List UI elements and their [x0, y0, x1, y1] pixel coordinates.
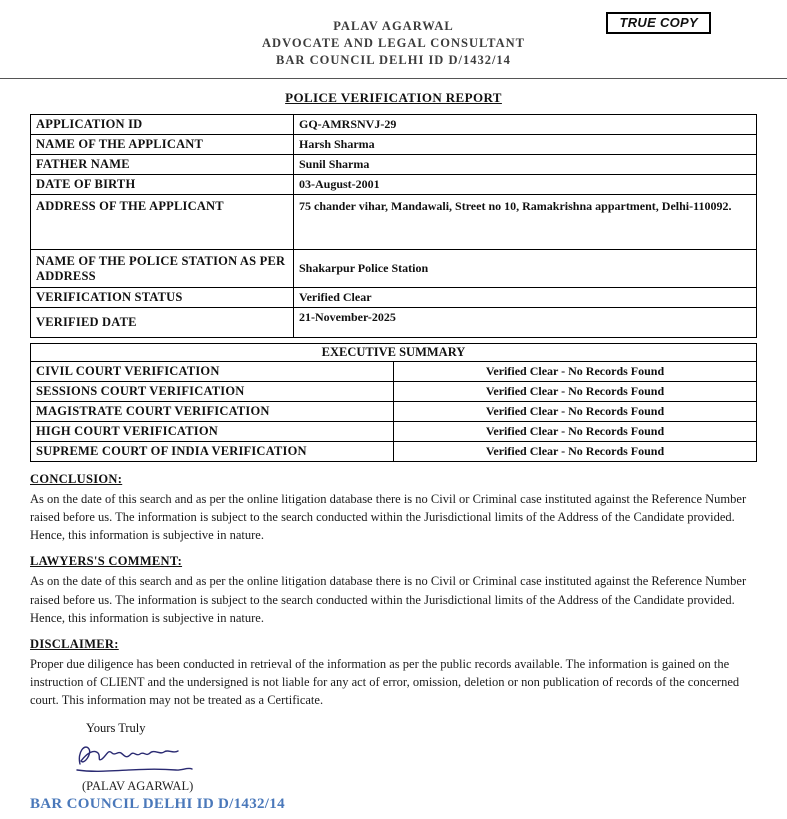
detail-label: FATHER NAME [31, 155, 294, 175]
disclaimer-heading: DISCLAIMER: [30, 636, 119, 651]
conclusion-section [30, 472, 757, 544]
detail-value: 03-August-2001 [294, 175, 757, 195]
lawyers-comment-section [30, 554, 757, 626]
lawyers-comment-text: As on the date of this search and as per the online litigation database there is no Civil or Criminal case instituted against the Reference Number raised before us. The information is subject to the search conducted within the Jurisdictional limits of the Address of the Candidate provided. Hence, this information is subjective in nature. [30, 574, 747, 625]
report-title-text: POLICE VERIFICATION REPORT [285, 90, 502, 105]
executive-summary-table [30, 343, 757, 462]
table-row [31, 115, 757, 135]
table-row [31, 362, 757, 382]
executive-summary-title: EXECUTIVE SUMMARY [31, 344, 757, 362]
handwritten-signature [72, 738, 200, 778]
detail-value: 75 chander vihar, Mandawali, Street no 10, Ramakrishna appartment, Delhi-110092. [294, 195, 757, 250]
detail-value: 21-November-2025 [294, 308, 757, 338]
signatory-name: (PALAV AGARWAL) [82, 779, 194, 794]
report-body [0, 90, 787, 813]
letterhead [0, 0, 787, 69]
table-row [31, 175, 757, 195]
summary-value: Verified Clear - No Records Found [394, 362, 757, 382]
table-row [31, 288, 757, 308]
detail-label: ADDRESS OF THE APPLICANT [31, 195, 294, 250]
true-copy-label: TRUE COPY [619, 15, 698, 30]
report-title [30, 90, 757, 106]
signatory-bar-id: BAR COUNCIL DELHI ID D/1432/14 [30, 796, 285, 813]
table-row [31, 442, 757, 462]
table-row [31, 308, 757, 338]
detail-label: DATE OF BIRTH [31, 175, 294, 195]
lawyers-comment-heading: LAWYERS'S COMMENT: [30, 554, 183, 569]
detail-label: NAME OF THE POLICE STATION AS PER ADDRESS [31, 250, 294, 288]
advocate-bar-id: BAR COUNCIL DELHI ID D/1432/14 [276, 53, 511, 67]
table-row [31, 422, 757, 442]
detail-label: VERIFICATION STATUS [31, 288, 294, 308]
summary-label: SESSIONS COURT VERIFICATION [31, 382, 394, 402]
summary-value: Verified Clear - No Records Found [394, 382, 757, 402]
detail-label: VERIFIED DATE [31, 308, 294, 338]
summary-label: SUPREME COURT OF INDIA VERIFICATION [31, 442, 394, 462]
advocate-name: PALAV AGARWAL [333, 19, 454, 33]
table-row [31, 135, 757, 155]
advocate-title: ADVOCATE AND LEGAL CONSULTANT [262, 36, 525, 50]
summary-value: Verified Clear - No Records Found [394, 402, 757, 422]
conclusion-heading: CONCLUSION: [30, 472, 123, 486]
detail-value: Verified Clear [294, 288, 757, 308]
detail-value: GQ-AMRSNVJ-29 [294, 115, 757, 135]
summary-label: CIVIL COURT VERIFICATION [31, 362, 394, 382]
disclaimer-section [30, 637, 757, 709]
applicant-details-table [30, 114, 757, 338]
true-copy-stamp [606, 12, 711, 34]
summary-value: Verified Clear - No Records Found [394, 442, 757, 462]
summary-value: Verified Clear - No Records Found [394, 422, 757, 442]
table-row [31, 344, 757, 362]
detail-value: Shakarpur Police Station [294, 250, 757, 288]
table-row [31, 195, 757, 250]
detail-value: Sunil Sharma [294, 155, 757, 175]
table-row [31, 155, 757, 175]
header-divider [0, 78, 787, 79]
detail-label: APPLICATION ID [31, 115, 294, 135]
closing-salutation: Yours Truly [86, 721, 146, 736]
table-row [31, 250, 757, 288]
table-row [31, 402, 757, 422]
summary-label: HIGH COURT VERIFICATION [31, 422, 394, 442]
table-row [31, 382, 757, 402]
detail-label: NAME OF THE APPLICANT [31, 135, 294, 155]
detail-value: Harsh Sharma [294, 135, 757, 155]
disclaimer-text: Proper due diligence has been conducted in retrieval of the information as per the public records available. The information is gained on the instruction of CLIENT and the undersigned is not liable for any act of error, omission, deletion or non publication of records of the concerned court. This information may not be treated as a Certificate. [30, 656, 740, 707]
conclusion-text: As on the date of this search and as per the online litigation database there is no Civil or Criminal case instituted against the Reference Number raised before us. The information is subject to the search conducted within the Jurisdictional limits of the Address of the Candidate provided. Hence, this information is subjective in nature. [30, 492, 747, 543]
summary-label: MAGISTRATE COURT VERIFICATION [31, 402, 394, 422]
